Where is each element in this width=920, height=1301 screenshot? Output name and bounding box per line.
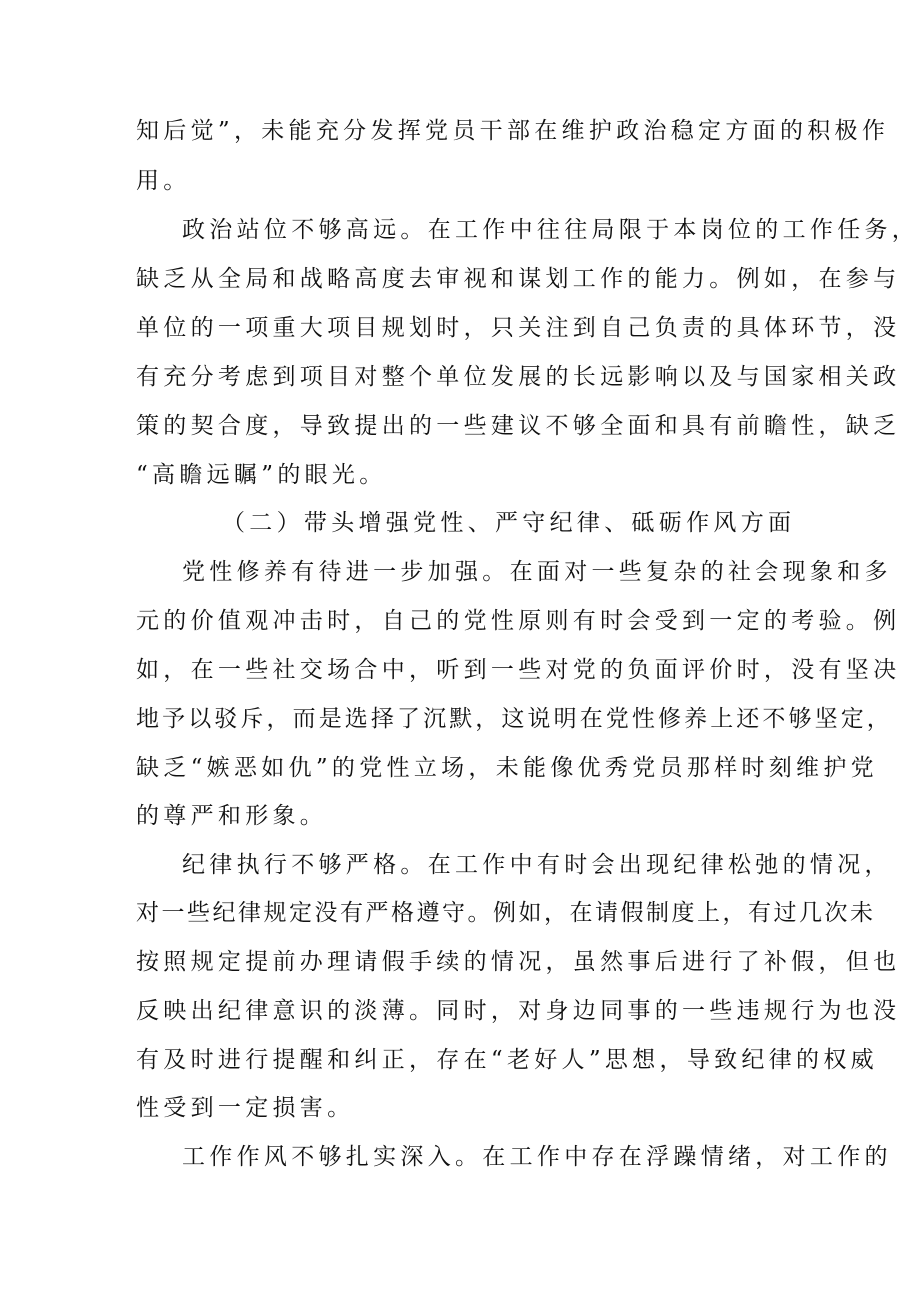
paragraph-line: 对一些纪律规定没有严格遵守。例如，在请假制度上，有过几次未 (136, 900, 876, 926)
paragraph-line: 工作作风不够扎实深入。在工作中存在浮躁情绪，对工作的 (182, 1144, 892, 1170)
paragraph-line: 的尊严和形象。 (136, 803, 328, 829)
paragraph-line: 地予以驳斥，而是选择了沉默，这说明在党性修养上还不够坚定， (136, 706, 893, 732)
paragraph-line: 知后觉”，未能充分发挥党员干部在维护政治稳定方面的积极作 (136, 118, 890, 144)
section-heading: （二）带头增强党性、严守纪律、砥砺作风方面 (222, 510, 796, 536)
paragraph-line: 用。 (136, 168, 191, 194)
paragraph-line: 性受到一定损害。 (136, 1095, 355, 1121)
paragraph-line: 反映出纪律意识的淡薄。同时，对身边同事的一些违规行为也没 (136, 998, 901, 1024)
paragraph-line: 有及时进行提醒和纠正，存在“老好人”思想，导致纪律的权威 (136, 1047, 878, 1073)
paragraph-line: 政治站位不够高远。在工作中往往局限于本岗位的工作任务， (182, 217, 920, 243)
paragraph-line: 策的契合度，导致提出的一些建议不够全面和具有前瞻性，缺乏 (136, 413, 901, 439)
paragraph-line: 缺乏从全局和战略高度去审视和谋划工作的能力。例如，在参与 (136, 266, 901, 292)
paragraph-line: 有充分考虑到项目对整个单位发展的长远影响以及与国家相关政 (136, 364, 901, 390)
paragraph-line: 缺乏“嫉恶如仇”的党性立场，未能像优秀党员那样时刻维护党 (136, 755, 878, 781)
paragraph-line: 元的价值观冲击时，自己的党性原则有时会受到一定的考验。例 (136, 608, 901, 634)
paragraph-line: 如，在一些社交场合中，听到一些对党的负面评价时，没有坚决 (136, 657, 901, 683)
paragraph-line: 单位的一项重大项目规划时，只关注到自己负责的具体环节，没 (136, 315, 901, 341)
paragraph-line: 党性修养有待进一步加强。在面对一些复杂的社会现象和多 (182, 559, 892, 585)
paragraph-line: “高瞻远瞩”的眼光。 (136, 462, 387, 488)
paragraph-line: 按照规定提前办理请假手续的情况，虽然事后进行了补假，但也 (136, 949, 901, 975)
paragraph-line: 纪律执行不够严格。在工作中有时会出现纪律松弛的情况， (182, 852, 892, 878)
